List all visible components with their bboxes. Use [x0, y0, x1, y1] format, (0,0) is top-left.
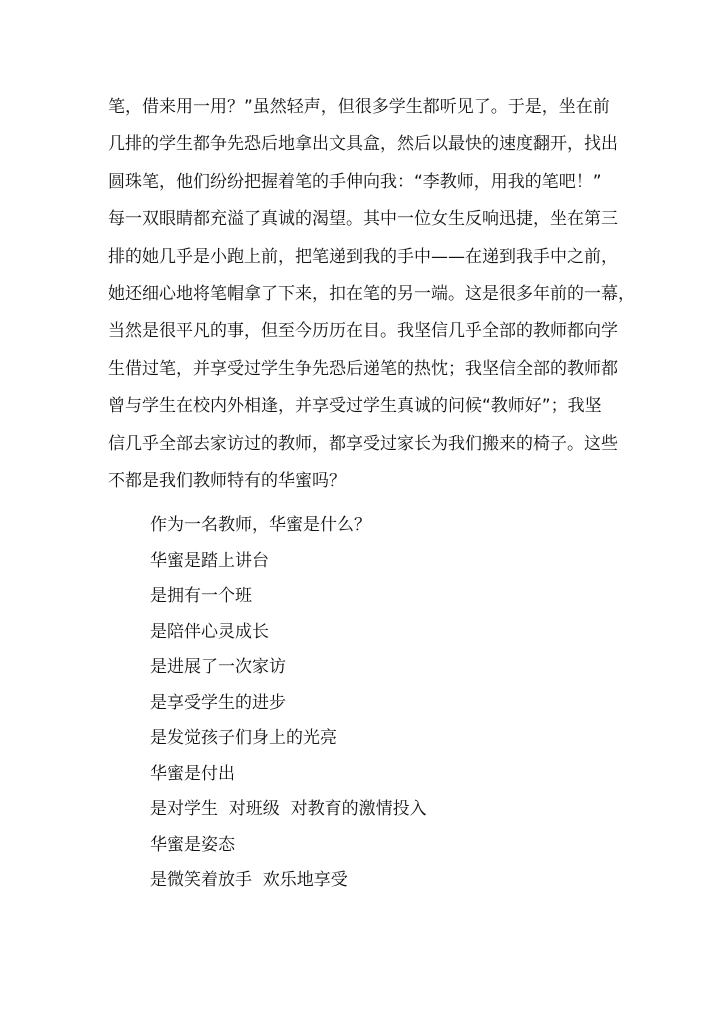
poem-line: 华蜜是姿态 — [150, 834, 235, 855]
paragraph-line: 圆珠笔，他们纷纷把握着笔的手伸向我：“李教师，用我的笔吧！” — [108, 171, 602, 192]
paragraph-line: 笔，借来用一用？”虽然轻声，但很多学生都听见了。于是，坐在前 — [108, 97, 610, 117]
paragraph-line: 曾与学生在校内外相逢，并享受过学生真诚的问候“教师好”；我坚 — [108, 396, 602, 417]
paragraph-line: 当然是很平凡的事，但至今历历在目。我坚信几乎全部的教师都向学 — [108, 321, 618, 342]
paragraph-line: 信几乎全部去家访过的教师，都享受过家长为我们搬来的椅子。这些 — [108, 433, 618, 454]
poem-line: 是对学生 对班级 对教育的激情投入 — [150, 799, 427, 819]
paragraph-line: 她还细心地将笔帽拿了下来，扣在笔的另一端。这是很多年前的一幕， — [108, 283, 635, 304]
paragraph-line: 不都是我们教师特有的华蜜吗？ — [108, 470, 346, 491]
poem-line: 华蜜是付出 — [150, 763, 235, 784]
poem-block — [150, 508, 630, 899]
poem-line: 是微笑着放手 欢乐地享受 — [150, 870, 348, 890]
poem-line: 是陪伴心灵成长 — [150, 621, 269, 642]
poem-line: 是发觉孩子们身上的光亮 — [150, 728, 337, 748]
paragraph-line: 几排的学生都争先恐后地拿出文具盒，然后以最快的速度翻开，找出 — [108, 134, 618, 155]
poem-line: 作为一名教师，华蜜是什么？ — [150, 515, 371, 535]
paragraph-line: 生借过笔，并享受过学生争先恐后递笔的热忱；我坚信全部的教师都 — [108, 358, 618, 379]
paragraph-line: 每一双眼睛都充溢了真诚的渴望。其中一位女生反响迅捷，坐在第三 — [108, 209, 618, 230]
poem-line: 华蜜是踏上讲台 — [150, 550, 269, 571]
poem-line: 是拥有一个班 — [150, 586, 252, 606]
poem-line: 是进展了一次家访 — [150, 657, 286, 677]
poem-line: 是享受学生的进步 — [150, 692, 286, 713]
paragraph-line: 排的她几乎是小跑上前，把笔递到我的手中——在递到我手中之前， — [108, 246, 618, 267]
body-paragraph — [108, 89, 635, 500]
